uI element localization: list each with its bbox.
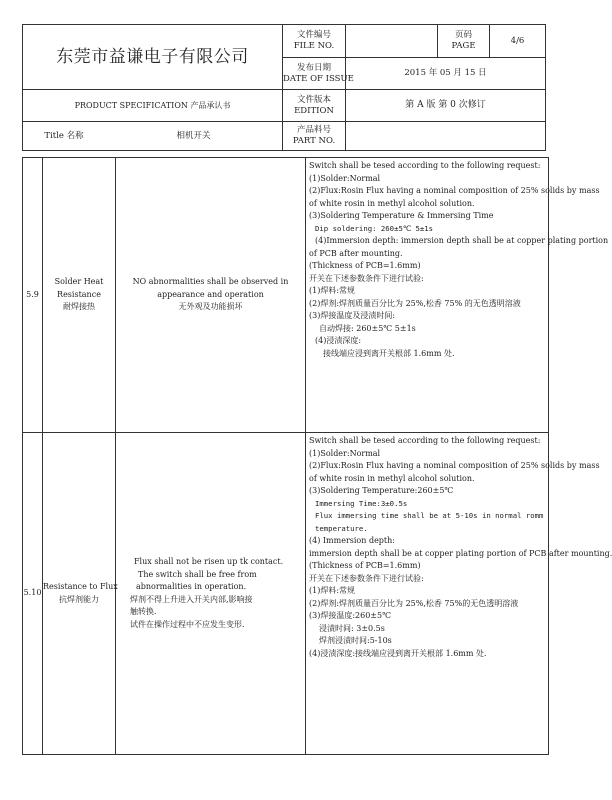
- part-no-value: [346, 122, 546, 151]
- file-no-label: 文件编号 FILE NO.: [283, 25, 346, 58]
- spec-title: PRODUCT SPECIFICATION 产品承认书: [23, 90, 283, 122]
- page-number: 4/6: [490, 25, 546, 58]
- item-number: 5.10: [23, 433, 43, 755]
- table-row: [23, 158, 549, 433]
- title-label: Title 名称: [44, 130, 84, 141]
- spec-table: [22, 157, 612, 755]
- requirement: NO abnormalities shall be observed in appearance and operation 无外观及功能损坏: [116, 158, 306, 433]
- company-name: 东莞市益谦电子有限公司: [23, 25, 283, 90]
- title-value: 相机开关: [176, 130, 211, 141]
- page-label: 页码 PAGE: [438, 25, 490, 58]
- item-name: Solder Heat Resistance 耐焊接热: [43, 158, 116, 433]
- document-header: [22, 24, 546, 151]
- title-cell: [23, 122, 283, 151]
- table-row: [23, 433, 549, 755]
- item-name: Resistance to Flux 抗焊剂能力: [43, 433, 116, 755]
- edition-label: 文件版本 EDITION: [283, 90, 346, 122]
- issue-date-label: 发布日期 DATE OF ISSUE: [283, 58, 346, 90]
- issue-date-value: 2015 年 05 月 15 日: [346, 58, 546, 90]
- test-procedure: Switch shall be tesed according to the following request: (1)Solder:Normal (2)Flux:Rosin Flux having a nominal composition of 25% solids by mass of white rosin in methyl alcohol solution. (3)Soldering Temperature:260±5℃ Immersing Time:3±0.5s Flux immersing time shall be at 5-10s in normal romm temperature. (4) Immersion depth: immersion depth shall be at copper plating portion of PCB after mounting. (Thickness of PCB=1.6mm) 开关在下述参数条件下进行试验: (1)焊料:常规 (2)焊剂:焊剂质量百分比为 25%,松香 75%的无色透明溶液 (3)焊接温度:260±5℃ 浸渍时间: 3±0.5s 焊剂浸渍时间:5-10s (4)浸渍深度:接线端应浸到离开关根部 1.6mm 处.: [306, 433, 549, 755]
- edition-value: 第 A 版 第 0 次修订: [346, 90, 546, 122]
- part-no-label: 产品料号 PART NO.: [283, 122, 346, 151]
- test-procedure: Switch shall be tesed according to the following request: (1)Solder:Normal (2)Flux:Rosin Flux having a nominal composition of 25% solids by mass of white rosin in methyl alcohol solution. (3)Soldering Temperature & Immersing Time Dip soldering: 260±5℃ 5±1s (4)Immersion depth: immersion depth shall be at copper plating portion of PCB after mounting. (Thickness of PCB=1.6mm) 开关在下述参数条件下进行试验: (1)焊料:常规 (2)焊剂:焊剂质量百分比为 25%,松香 75% 的无色透明溶液 (3)焊接温度及浸渍时间: 自动焊接: 260±5℃ 5±1s (4)浸渍深度: 接线端应浸到离开关根部 1.6mm 处.: [306, 158, 549, 433]
- requirement: Flux shall not be risen up tk contact. The switch shall be free from abnormalities in operation. 焊剂不得上升进入开关内部,影响接 触转换. 试件在操作过程中不应发生变形.: [116, 433, 306, 755]
- file-no-value: [346, 25, 438, 58]
- item-number: 5.9: [23, 158, 43, 433]
